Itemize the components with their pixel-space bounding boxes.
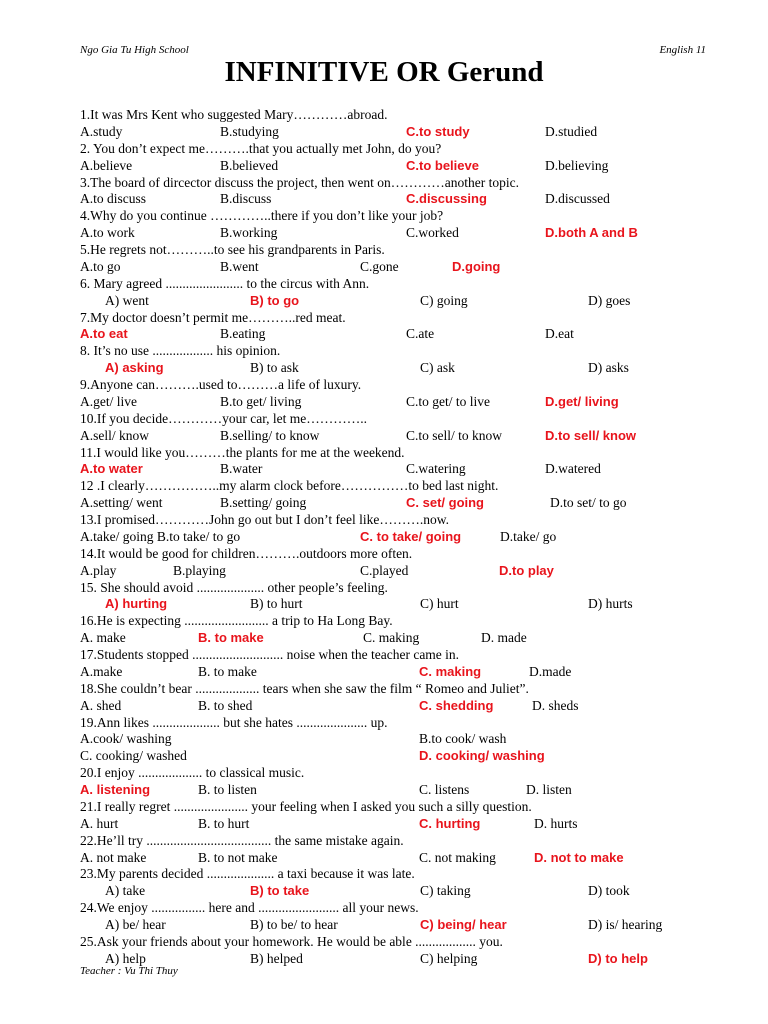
- answer-option: D) is/ hearing: [588, 917, 663, 932]
- answer-option: C) helping: [420, 950, 478, 966]
- correct-answer-option: C. shedding: [419, 697, 494, 713]
- answer-option: B. to make: [198, 663, 257, 679]
- options-line: [80, 158, 720, 175]
- answer-option: D.studied: [545, 123, 598, 139]
- correct-answer-option: D. not to make: [534, 849, 624, 865]
- answer-option: A) help: [105, 950, 146, 966]
- subject-name: English 11: [659, 44, 706, 56]
- question-text: 12 .I clearly……………..my alarm clock before……………to bed last night.: [80, 478, 499, 494]
- question-line: [80, 445, 720, 462]
- correct-answer-option: C) being/ hear: [420, 917, 507, 932]
- answer-option: B.studying: [220, 123, 279, 139]
- correct-answer-option: A) hurting: [105, 596, 168, 612]
- answer-option: A) went: [105, 292, 149, 308]
- answer-option: D) hurts: [588, 596, 633, 612]
- answer-option: D.to set/ to go: [550, 495, 627, 511]
- answer-option: B. to hurt: [198, 815, 250, 831]
- question-line: [80, 613, 720, 630]
- options-line: [80, 124, 720, 141]
- answer-option: C.to get/ to live: [406, 393, 490, 409]
- answer-option: A.take/ going B.to take/ to go: [80, 528, 241, 544]
- question-text: 13.I promised…………John go out but I don’t feel like……….now.: [80, 512, 449, 527]
- question-list: [80, 107, 720, 968]
- correct-answer-option: A) asking: [105, 360, 164, 376]
- answer-option: A.believe: [80, 157, 133, 173]
- question-line: [80, 799, 720, 816]
- options-line: [80, 630, 720, 647]
- correct-answer-option: D.to play: [499, 562, 554, 578]
- correct-answer-option: D. cooking/ washing: [419, 748, 545, 764]
- answer-option: B) to ask: [250, 360, 299, 376]
- question-line: [80, 765, 720, 782]
- answer-option: B.setting/ going: [220, 495, 307, 511]
- question-line: [80, 208, 720, 225]
- answer-option: B) to be/ to hear: [250, 917, 338, 932]
- question-line: [80, 512, 720, 529]
- answer-option: B.believed: [220, 157, 279, 173]
- options-line: [80, 191, 720, 208]
- correct-answer-option: C.to believe: [406, 157, 479, 173]
- answer-option: C) hurt: [420, 596, 459, 612]
- options-line: [80, 461, 720, 478]
- correct-answer-option: C.discussing: [406, 191, 487, 207]
- question-text: 21.I really regret ...................... your feeling when I asked you such a silly question.: [80, 798, 532, 814]
- answer-option: C. not making: [419, 849, 496, 865]
- answer-option: B.water: [220, 461, 263, 477]
- question-text: 8. It’s no use .................. his opinion.: [80, 343, 281, 359]
- correct-answer-option: C. making: [419, 663, 482, 679]
- question-text: 23.My parents decided .................... a taxi because it was late.: [80, 866, 415, 882]
- correct-answer-option: C. to take/ going: [360, 528, 462, 544]
- options-line: [80, 883, 720, 900]
- question-text: 1.It was Mrs Kent who suggested Mary…………abroad.: [80, 107, 388, 122]
- question-line: [80, 242, 720, 259]
- answer-option: B.playing: [173, 562, 226, 578]
- answer-option: A. hurt: [80, 815, 119, 831]
- answer-option: D. listen: [526, 782, 572, 797]
- options-line: [80, 731, 720, 748]
- question-line: [80, 141, 720, 158]
- question-text: 11.I would like you………the plants for me at the weekend.: [80, 444, 405, 460]
- question-text: 17.Students stopped ........................... noise when the teacher came in.: [80, 647, 460, 662]
- answer-option: C.worked: [406, 225, 459, 241]
- answer-option: C. cooking/ washed: [80, 748, 187, 764]
- answer-option: A.to go: [80, 258, 121, 274]
- options-line: [80, 360, 720, 377]
- question-line: [80, 377, 720, 394]
- answer-option: C.watering: [406, 461, 466, 477]
- answer-option: C.gone: [360, 258, 399, 274]
- options-line: [80, 782, 720, 799]
- answer-option: B) to hurt: [250, 596, 303, 612]
- question-text: 6. Mary agreed ....................... to the circus with Ann.: [80, 275, 370, 291]
- options-line: [80, 850, 720, 867]
- question-text: 2. You don’t expect me……….that you actually met John, do you?: [80, 140, 442, 156]
- question-text: 22.He’ll try ..................................... the same mistake again.: [80, 832, 404, 848]
- question-text: 7.My doctor doesn’t permit me………..red meat.: [80, 309, 346, 325]
- options-line: [80, 394, 720, 411]
- answer-option: D.eat: [545, 326, 574, 342]
- question-line: [80, 107, 720, 124]
- page-title: INFINITIVE OR Gerund: [224, 56, 544, 88]
- answer-option: B) helped: [250, 950, 303, 966]
- correct-answer-option: B) to take: [250, 883, 310, 899]
- question-text: 15. She should avoid .................... other people’s feeling.: [80, 579, 388, 595]
- options-line: [80, 259, 720, 276]
- answer-option: A.to discuss: [80, 191, 147, 207]
- question-line: [80, 580, 720, 597]
- correct-answer-option: D.both A and B: [545, 225, 638, 241]
- answer-option: C.to sell/ to know: [406, 427, 503, 443]
- answer-option: D.discussed: [545, 191, 610, 207]
- answer-option: D. made: [481, 630, 527, 646]
- answer-option: B.went: [220, 258, 259, 274]
- question-text: 20.I enjoy ................... to classical music.: [80, 765, 305, 781]
- question-line: [80, 546, 720, 563]
- options-line: [80, 664, 720, 681]
- answer-option: B. to listen: [198, 782, 257, 797]
- options-line: [80, 428, 720, 445]
- answer-option: B.selling/ to know: [220, 427, 320, 443]
- answer-option: D. hurts: [534, 815, 578, 831]
- question-text: 14.It would be good for children……….outdoors more often.: [80, 545, 413, 561]
- answer-option: A.setting/ went: [80, 495, 163, 511]
- question-line: [80, 900, 720, 917]
- answer-option: D.take/ go: [500, 528, 557, 544]
- answer-option: A. not make: [80, 849, 147, 865]
- question-line: [80, 934, 720, 951]
- question-line: [80, 276, 720, 293]
- answer-option: D. sheds: [532, 697, 579, 713]
- answer-option: C) ask: [420, 360, 455, 376]
- question-text: 5.He regrets not………..to see his grandparents in Paris.: [80, 242, 385, 257]
- question-text: 19.Ann likes .................... but she hates ..................... up.: [80, 714, 388, 730]
- options-line: [80, 563, 720, 580]
- options-line: [80, 698, 720, 715]
- question-line: [80, 310, 720, 327]
- correct-answer-option: D) to help: [588, 950, 648, 966]
- teacher-name: Teacher : Vu Thi Thuy: [80, 965, 178, 977]
- question-text: 4.Why do you continue …………..there if you don’t like your job?: [80, 208, 444, 224]
- answer-option: D) goes: [588, 292, 631, 308]
- answer-option: B.to cook/ wash: [419, 731, 507, 747]
- answer-option: C. listens: [419, 782, 470, 797]
- answer-option: C) taking: [420, 883, 471, 899]
- answer-option: C) going: [420, 292, 468, 308]
- answer-option: B. to not make: [198, 849, 278, 865]
- answer-option: B. to shed: [198, 697, 253, 713]
- question-text: 3.The board of dircector discuss the project, then went on…………another topic.: [80, 174, 520, 190]
- options-line: [80, 293, 720, 310]
- answer-option: A.cook/ washing: [80, 731, 172, 747]
- question-line: [80, 647, 720, 664]
- question-text: 25.Ask your friends about your homework. He would be able .................. you.: [80, 933, 503, 949]
- answer-option: D.believing: [545, 157, 609, 173]
- answer-option: A.get/ live: [80, 393, 137, 409]
- answer-option: A) take: [105, 883, 146, 899]
- answer-option: A) be/ hear: [105, 917, 166, 932]
- correct-answer-option: C. set/ going: [406, 495, 484, 511]
- answer-option: B.discuss: [220, 191, 272, 207]
- question-line: [80, 681, 720, 698]
- correct-answer-option: C. hurting: [419, 815, 481, 831]
- answer-option: A.play: [80, 562, 117, 578]
- answer-option: B.to get/ living: [220, 393, 302, 409]
- correct-answer-option: B) to go: [250, 292, 300, 308]
- answer-option: D.watered: [545, 461, 601, 477]
- answer-option: D.made: [529, 663, 572, 679]
- correct-answer-option: D.get/ living: [545, 393, 619, 409]
- options-line: [80, 326, 720, 343]
- question-line: [80, 411, 720, 428]
- answer-option: C. making: [363, 630, 420, 646]
- question-text: 24.We enjoy ................ here and ........................ all your news.: [80, 900, 419, 916]
- answer-option: A.study: [80, 123, 123, 139]
- options-line: [80, 816, 720, 833]
- question-line: [80, 866, 720, 883]
- school-name: Ngo Gia Tu High School: [80, 44, 189, 56]
- correct-answer-option: A.to eat: [80, 326, 128, 342]
- question-text: 10.If you decide…………your car, let me…………..: [80, 410, 368, 426]
- question-line: [80, 833, 720, 850]
- options-line: [80, 917, 720, 934]
- options-line: [80, 529, 720, 546]
- answer-option: B.eating: [220, 326, 266, 342]
- answer-option: A.to work: [80, 225, 135, 241]
- options-line: [80, 596, 720, 613]
- answer-option: A. make: [80, 630, 126, 646]
- correct-answer-option: D.going: [452, 258, 501, 274]
- correct-answer-option: B. to make: [198, 630, 264, 646]
- answer-option: D) took: [588, 883, 630, 899]
- options-line: [80, 748, 720, 765]
- question-line: [80, 715, 720, 732]
- question-line: [80, 343, 720, 360]
- correct-answer-option: D.to sell/ know: [545, 427, 637, 443]
- question-text: 9.Anyone can……….used to………a life of luxury.: [80, 377, 362, 392]
- answer-option: A. shed: [80, 697, 122, 713]
- answer-option: B.working: [220, 225, 278, 241]
- correct-answer-option: C.to study: [406, 123, 470, 139]
- answer-option: D) asks: [588, 360, 629, 376]
- answer-option: A.sell/ know: [80, 427, 149, 443]
- question-text: 18.She couldn’t bear ................... tears when she saw the film “ Romeo and Juliet”.: [80, 680, 529, 696]
- answer-option: C.ate: [406, 326, 435, 342]
- options-line: [80, 495, 720, 512]
- options-line: [80, 225, 720, 242]
- correct-answer-option: A.to water: [80, 461, 143, 477]
- question-line: [80, 175, 720, 192]
- question-line: [80, 478, 720, 495]
- answer-option: A.make: [80, 663, 123, 679]
- correct-answer-option: A. listening: [80, 782, 151, 797]
- question-text: 16.He is expecting ......................... a trip to Ha Long Bay.: [80, 613, 393, 629]
- answer-option: C.played: [360, 562, 409, 578]
